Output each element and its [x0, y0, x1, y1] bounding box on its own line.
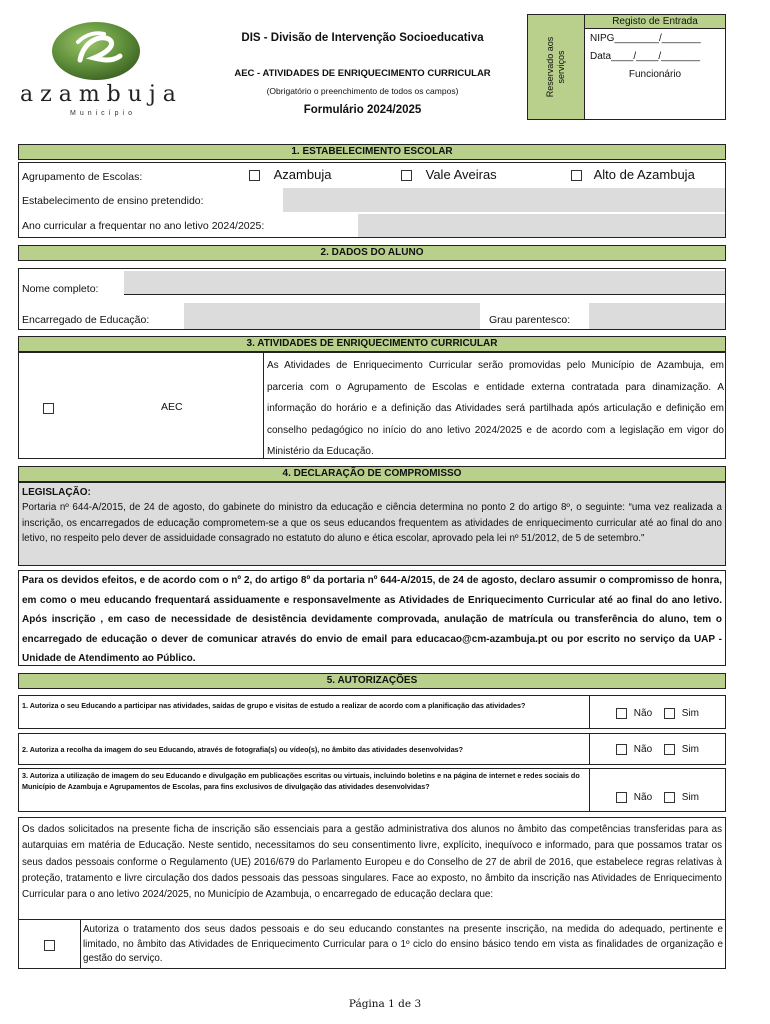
nao-label: Não: [633, 792, 653, 804]
registo-data[interactable]: Data____/____/_______: [590, 51, 701, 62]
section-2-title: 2. DADOS DO ALUNO: [18, 245, 726, 261]
nao-label: Não: [633, 708, 653, 720]
auth-answer-cell: [589, 696, 725, 728]
sim-label: Sim: [681, 792, 700, 804]
ano-field[interactable]: [358, 214, 725, 237]
auth-row-3: [18, 768, 726, 812]
registo-side: [528, 15, 585, 119]
registo-side-label: Reservado aos serviços: [545, 36, 566, 98]
option-vale-aveiras-label: Vale Aveiras: [425, 167, 497, 182]
auth-row-1: [18, 695, 726, 729]
rgpd-box: [18, 817, 726, 969]
auth-q3-nao[interactable]: [616, 792, 652, 803]
registo-box: [527, 14, 726, 120]
sim-label: Sim: [681, 708, 700, 720]
auth-q3-sim[interactable]: [664, 792, 699, 803]
grau-field[interactable]: [589, 303, 725, 329]
consent-check-cell: [19, 920, 81, 969]
registo-title: Registo de Entrada: [585, 15, 725, 29]
checkbox-icon[interactable]: [664, 744, 675, 755]
sim-label: Sim: [681, 744, 700, 756]
auth-q2-sim[interactable]: [664, 744, 699, 755]
section-3-title: 3. ATIVIDADES DE ENRIQUECIMENTO CURRICULAR: [18, 336, 726, 352]
estabelecimento-label: Estabelecimento de ensino pretendido:: [22, 195, 204, 207]
checkbox-icon[interactable]: [401, 170, 412, 181]
registo-funcionario: Funcionário: [628, 69, 682, 80]
logo-subname: Município: [70, 110, 136, 117]
legislacao-box: [18, 482, 726, 566]
auth-answer-cell: [589, 769, 725, 811]
rgpd-text: Os dados solicitados na presente ficha de inscrição são essenciais para a gestão administrativa dos alunos no âmbito das competências transferidas para as autarquias em matéria de Educação. Neste sentido, necessitamos do seu consentimento livre, explícito, inequívoco e informado, para que possamos tratar os seus dados pessoais conforme o Regulamento (UE) 2016/679 do Parlamento Europeu e do Conselho de 27 de abril de 2016, que estabelece regras relativas à proteção, tratamento e livre circulação dos dados pessoais das pessoas singulares. Face ao exposto, no âmbito da inscrição nas Atividades de Enriquecimento Curricular para o ano letivo 2024/2025, no Município de Azambuja, o encarregado de educação declara que:: [22, 824, 722, 901]
auth-q2-nao[interactable]: [616, 744, 652, 755]
program-title: AEC - ATIVIDADES DE ENRIQUECIMENTO CURRICULAR: [234, 68, 491, 79]
auth-q1: 1. Autoriza o seu Educando a participar nas atividades, saídas de grupo e visitas de estudo a realizar de acordo com a planificação das atividades?: [22, 701, 526, 710]
option-vale-aveiras[interactable]: [401, 167, 497, 182]
declaracao-text: Para os devidos efeitos, e de acordo com o nº 2, do artigo 8º da portaria nº 644-A/2015, de 24 de agosto, declaro assumir o compromisso de honra, em como o meu educando frequentará assiduamente e responsavelmente as Atividades de Enriquecimento Curricular até ao final do ano letivo. Após inscrição , em caso de necessidade de desistência devidamente comprovada, anulação de matrícula ou transferência do aluno, tem o encarregado de educação o dever de comunicar através do envio de email para educacao@cm-azambuja.pt ou por escrito no serviço da UAP - Unidade de Atendimento ao Público.: [22, 575, 722, 664]
auth-q2: 2. Autoriza a recolha da imagem do seu Educando, através de fotografia(s) ou vídeo(s), no âmbito das atividades desenvolvidas?: [22, 745, 464, 754]
registo-nipg[interactable]: NIPG________/_______: [590, 33, 701, 44]
section-1-title: 1. ESTABELECIMENTO ESCOLAR: [18, 144, 726, 160]
logo-name: azambuja: [20, 82, 183, 107]
consent-text: Autoriza o tratamento dos seus dados pessoais e do seu educando constantes na presente inscrição, na medida do adequado, pertinente e limitado, no âmbito das Atividades de Enriquecimento Curricular para o 1º ciclo do ensino básico tendo em vista as finalidades de organização e gestão do serviço.: [83, 924, 723, 964]
checkbox-icon[interactable]: [616, 708, 627, 719]
section-3-box: [18, 352, 726, 459]
section-2-box: [18, 268, 726, 330]
section-1-box: [18, 162, 726, 238]
option-azambuja-label: Azambuja: [273, 167, 332, 182]
logo-emblem-icon: [50, 20, 142, 82]
auth-row-2: [18, 733, 726, 765]
nome-label: Nome completo:: [22, 283, 99, 295]
auth-q1-sim[interactable]: [664, 708, 699, 719]
option-azambuja[interactable]: [249, 167, 331, 182]
checkbox-icon[interactable]: [571, 170, 582, 181]
auth-q3: 3. Autoriza a utilização de imagem do seu Educando e divulgação em publicações escritas ou virtuais, incluindo boletins e na página de internet e redes sociais do Município de Azambuja e Agrupamentos de Escolas, para fins exclusivos de divulgação das atividades desenvolvidas?: [22, 771, 580, 791]
page-number: Página 1 de 3: [348, 998, 422, 1010]
consent-row: [19, 919, 725, 968]
aec-cell: [19, 353, 264, 458]
mandatory-note: (Obrigatório o preenchimento de todos os campos): [266, 86, 459, 96]
ano-label: Ano curricular a frequentar no ano letivo 2024/2025:: [22, 220, 265, 232]
logo: [18, 18, 188, 118]
section-5-title: 5. AUTORIZAÇÕES: [18, 673, 726, 689]
aec-description: As Atividades de Enriquecimento Curricular serão promovidas pelo Município de Azambuja, em parceria com o Agrupamento de Escolas e entidade externa contratada para dinamização. A informação do horário e a definição das Atividades será partilhada após articulação e definição em conselho pedagógico no início do ano letivo 2024/2025 e de acordo com a legislação em vigor do Ministério da Educação.: [267, 360, 724, 457]
checkbox-icon[interactable]: [664, 792, 675, 803]
encarregado-field[interactable]: [184, 303, 480, 329]
checkbox-icon[interactable]: [616, 744, 627, 755]
legislacao-text: Portaria nº 644-A/2015, de 24 de agosto, do gabinete do ministro da educação e ciência determina no ponto 2 do artigo 8º, o seguinte: “uma vez realizada a inscrição, os encarregados de educação comprometem-se a que os seus educandos frequentem as atividades de enriquecimento curricular até ao final do ano letivo, no respeito pelo dever de assiduidade consagrado no estatuto do aluno e ética escolar, aprovado pela lei nº 51/2012, de 5 de setembro.": [22, 502, 722, 544]
checkbox-icon[interactable]: [249, 170, 260, 181]
agrupamento-label: Agrupamento de Escolas:: [22, 171, 143, 183]
grau-label: Grau parentesco:: [489, 314, 571, 326]
consent-checkbox-icon[interactable]: [44, 940, 55, 951]
section-4-title: 4. DECLARAÇÃO DE COMPROMISSO: [18, 466, 726, 482]
option-alto-azambuja-label: Alto de Azambuja: [593, 167, 695, 182]
division-title: DIS - Divisão de Intervenção Socioeducativa: [241, 32, 484, 44]
legislacao-title: LEGISLAÇÃO:: [22, 487, 91, 498]
checkbox-icon[interactable]: [664, 708, 675, 719]
nao-label: Não: [633, 744, 653, 756]
form-title: Formulário 2024/2025: [303, 104, 422, 116]
nome-field[interactable]: [124, 271, 725, 295]
checkbox-icon[interactable]: [616, 792, 627, 803]
auth-answer-cell: [589, 734, 725, 764]
encarregado-label: Encarregado de Educação:: [22, 314, 150, 326]
aec-checkbox-icon[interactable]: [43, 403, 54, 414]
declaracao-box: [18, 570, 726, 666]
option-alto-azambuja[interactable]: [571, 167, 695, 182]
auth-q1-nao[interactable]: [616, 708, 652, 719]
aec-label: AEC: [161, 401, 183, 413]
estabelecimento-field[interactable]: [283, 188, 725, 212]
